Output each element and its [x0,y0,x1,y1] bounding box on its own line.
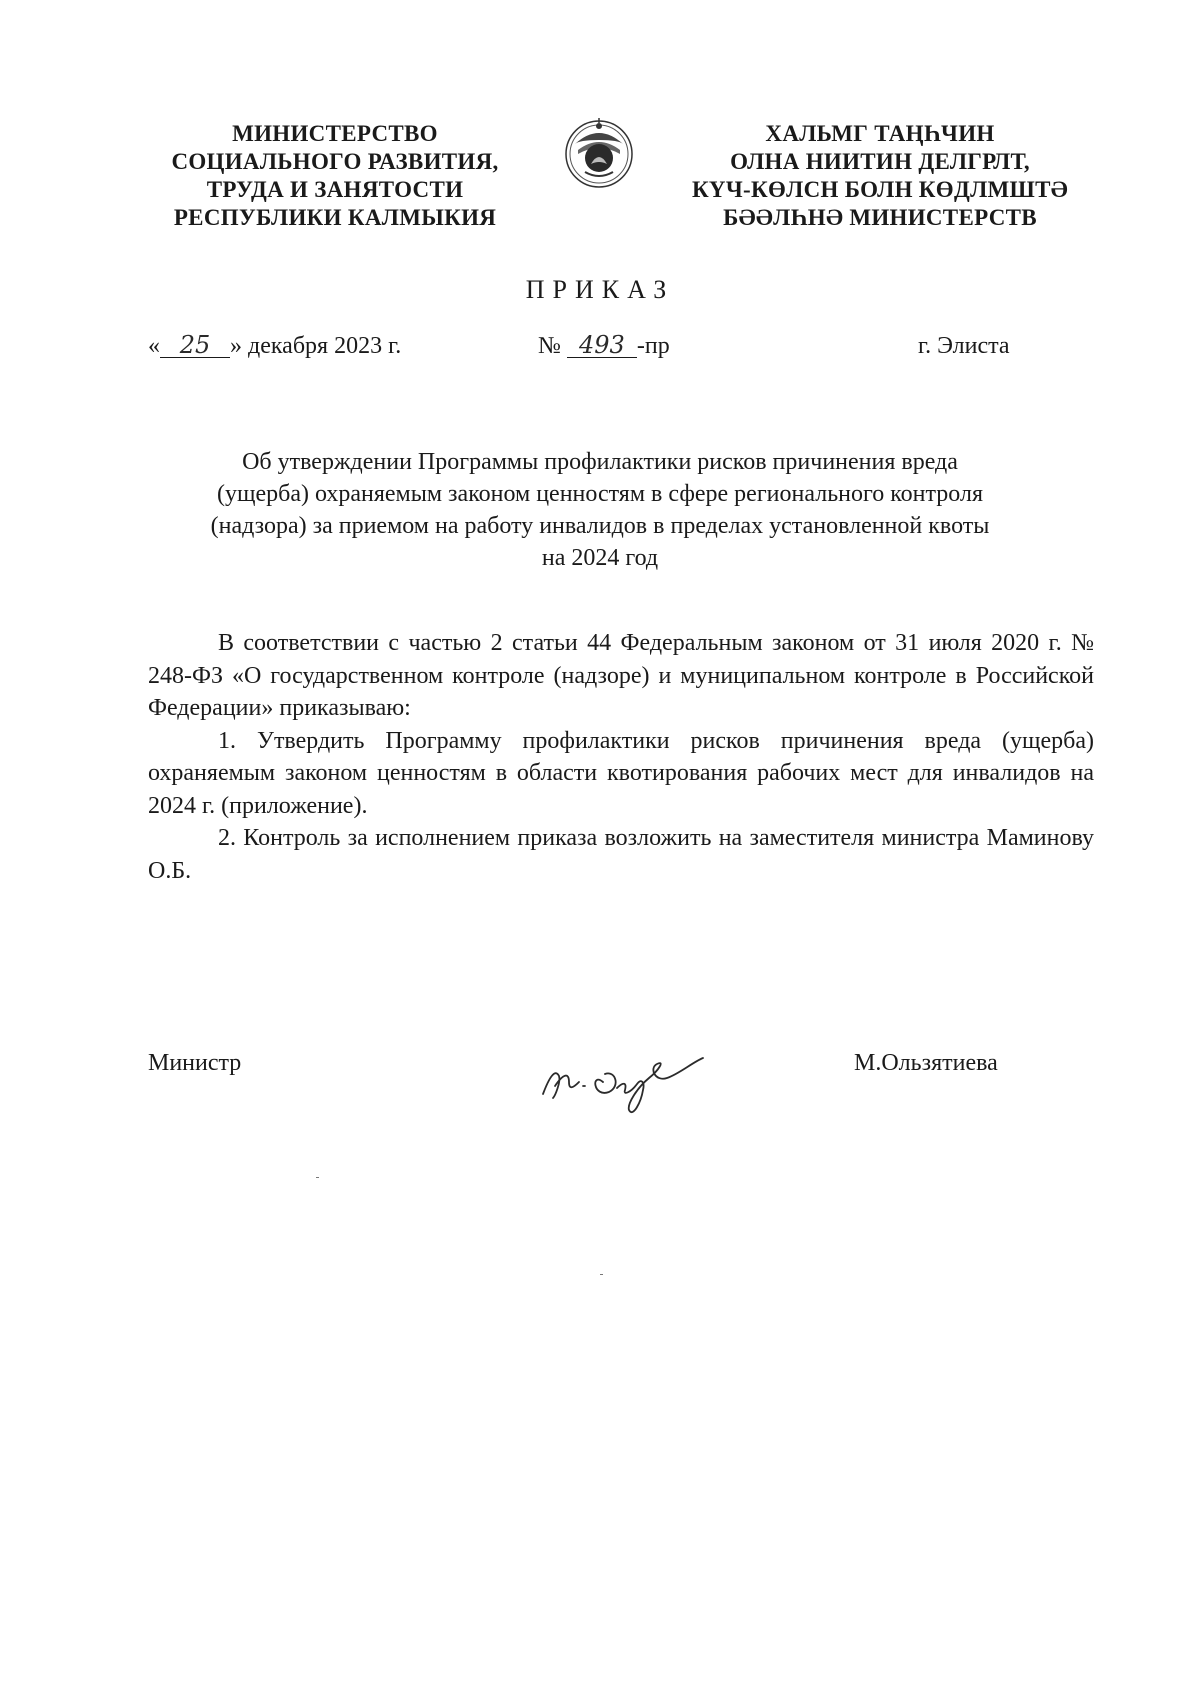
order-meta [148,333,1048,367]
signature-block [148,1050,1094,1130]
body-paragraph: 2. Контроль за исполнением приказа возложить на заместителя министра Маминову О.Б. [148,825,1094,884]
order-subject [150,446,1050,574]
ministry-name-russian [150,120,520,232]
subject-line: (надзора) за приемом на работу инвалидов в пределах установленной квоты [210,513,990,539]
header-left-line: РЕСПУБЛИКИ КАЛМЫКИЯ [173,205,497,230]
date-day-handwritten: 25 [160,333,230,358]
number-handwritten: 493 [567,333,637,358]
handwritten-signature [533,1038,733,1122]
order-date [148,333,401,360]
header-left-line: МИНИСТЕРСТВО [232,121,438,146]
coat-of-arms-icon [561,114,637,190]
header-right-line: ОЛНА НИИТИН ДЕЛГРЛТ, [730,149,1030,174]
header-left-line: СОЦИАЛЬНОГО РАЗВИТИЯ, [171,149,499,174]
ministry-name-kalmyk [680,120,1080,232]
body-paragraph: 1. Утвердить Программу профилактики рисков причинения вреда (ущерба) охраняемым законом ценностям в области квотирования рабочих мест для инвалидов на 2024 г. (приложение). [148,727,1094,819]
header-right-line: ХАЛЬМГ ТАҢҺЧИН [765,121,995,146]
scan-speck [316,1177,319,1178]
number-suffix: -пр [636,333,670,359]
subject-line: Об утверждении Программы профилактики рисков причинения вреда [242,449,958,475]
scan-speck [600,1274,603,1275]
subject-line: (ущерба) охраняемым законом ценностям в сфере регионального контроля [216,481,983,507]
date-open-quote: « [148,333,160,359]
number-label: № [538,333,561,359]
signer-position: Министр [148,1050,242,1076]
body-paragraph: В соответствии с частью 2 статьи 44 Федеральным законом от 31 июля 2020 г. № 248-ФЗ «О государственном контроле (надзоре) и муниципальном контроле в Российской Федерации» приказываю: [148,630,1094,721]
order-number [538,333,670,360]
header-left-line: ТРУДА И ЗАНЯТОСТИ [206,177,464,202]
date-month-year: » декабря 2023 г. [230,333,402,359]
order-body [148,627,1094,887]
header-right-line: КҮЧ-КӨЛСН БОЛН КӨДЛМШТӘ [691,177,1069,202]
document-title: ПРИКАЗ [525,275,675,304]
subject-line: на 2024 год [541,545,659,571]
header-right-line: БӘӘЛҺНӘ МИНИСТЕРСТВ [723,205,1037,230]
signer-name: М.Ользятиева [854,1050,998,1076]
order-city: г. Элиста [918,333,1010,359]
